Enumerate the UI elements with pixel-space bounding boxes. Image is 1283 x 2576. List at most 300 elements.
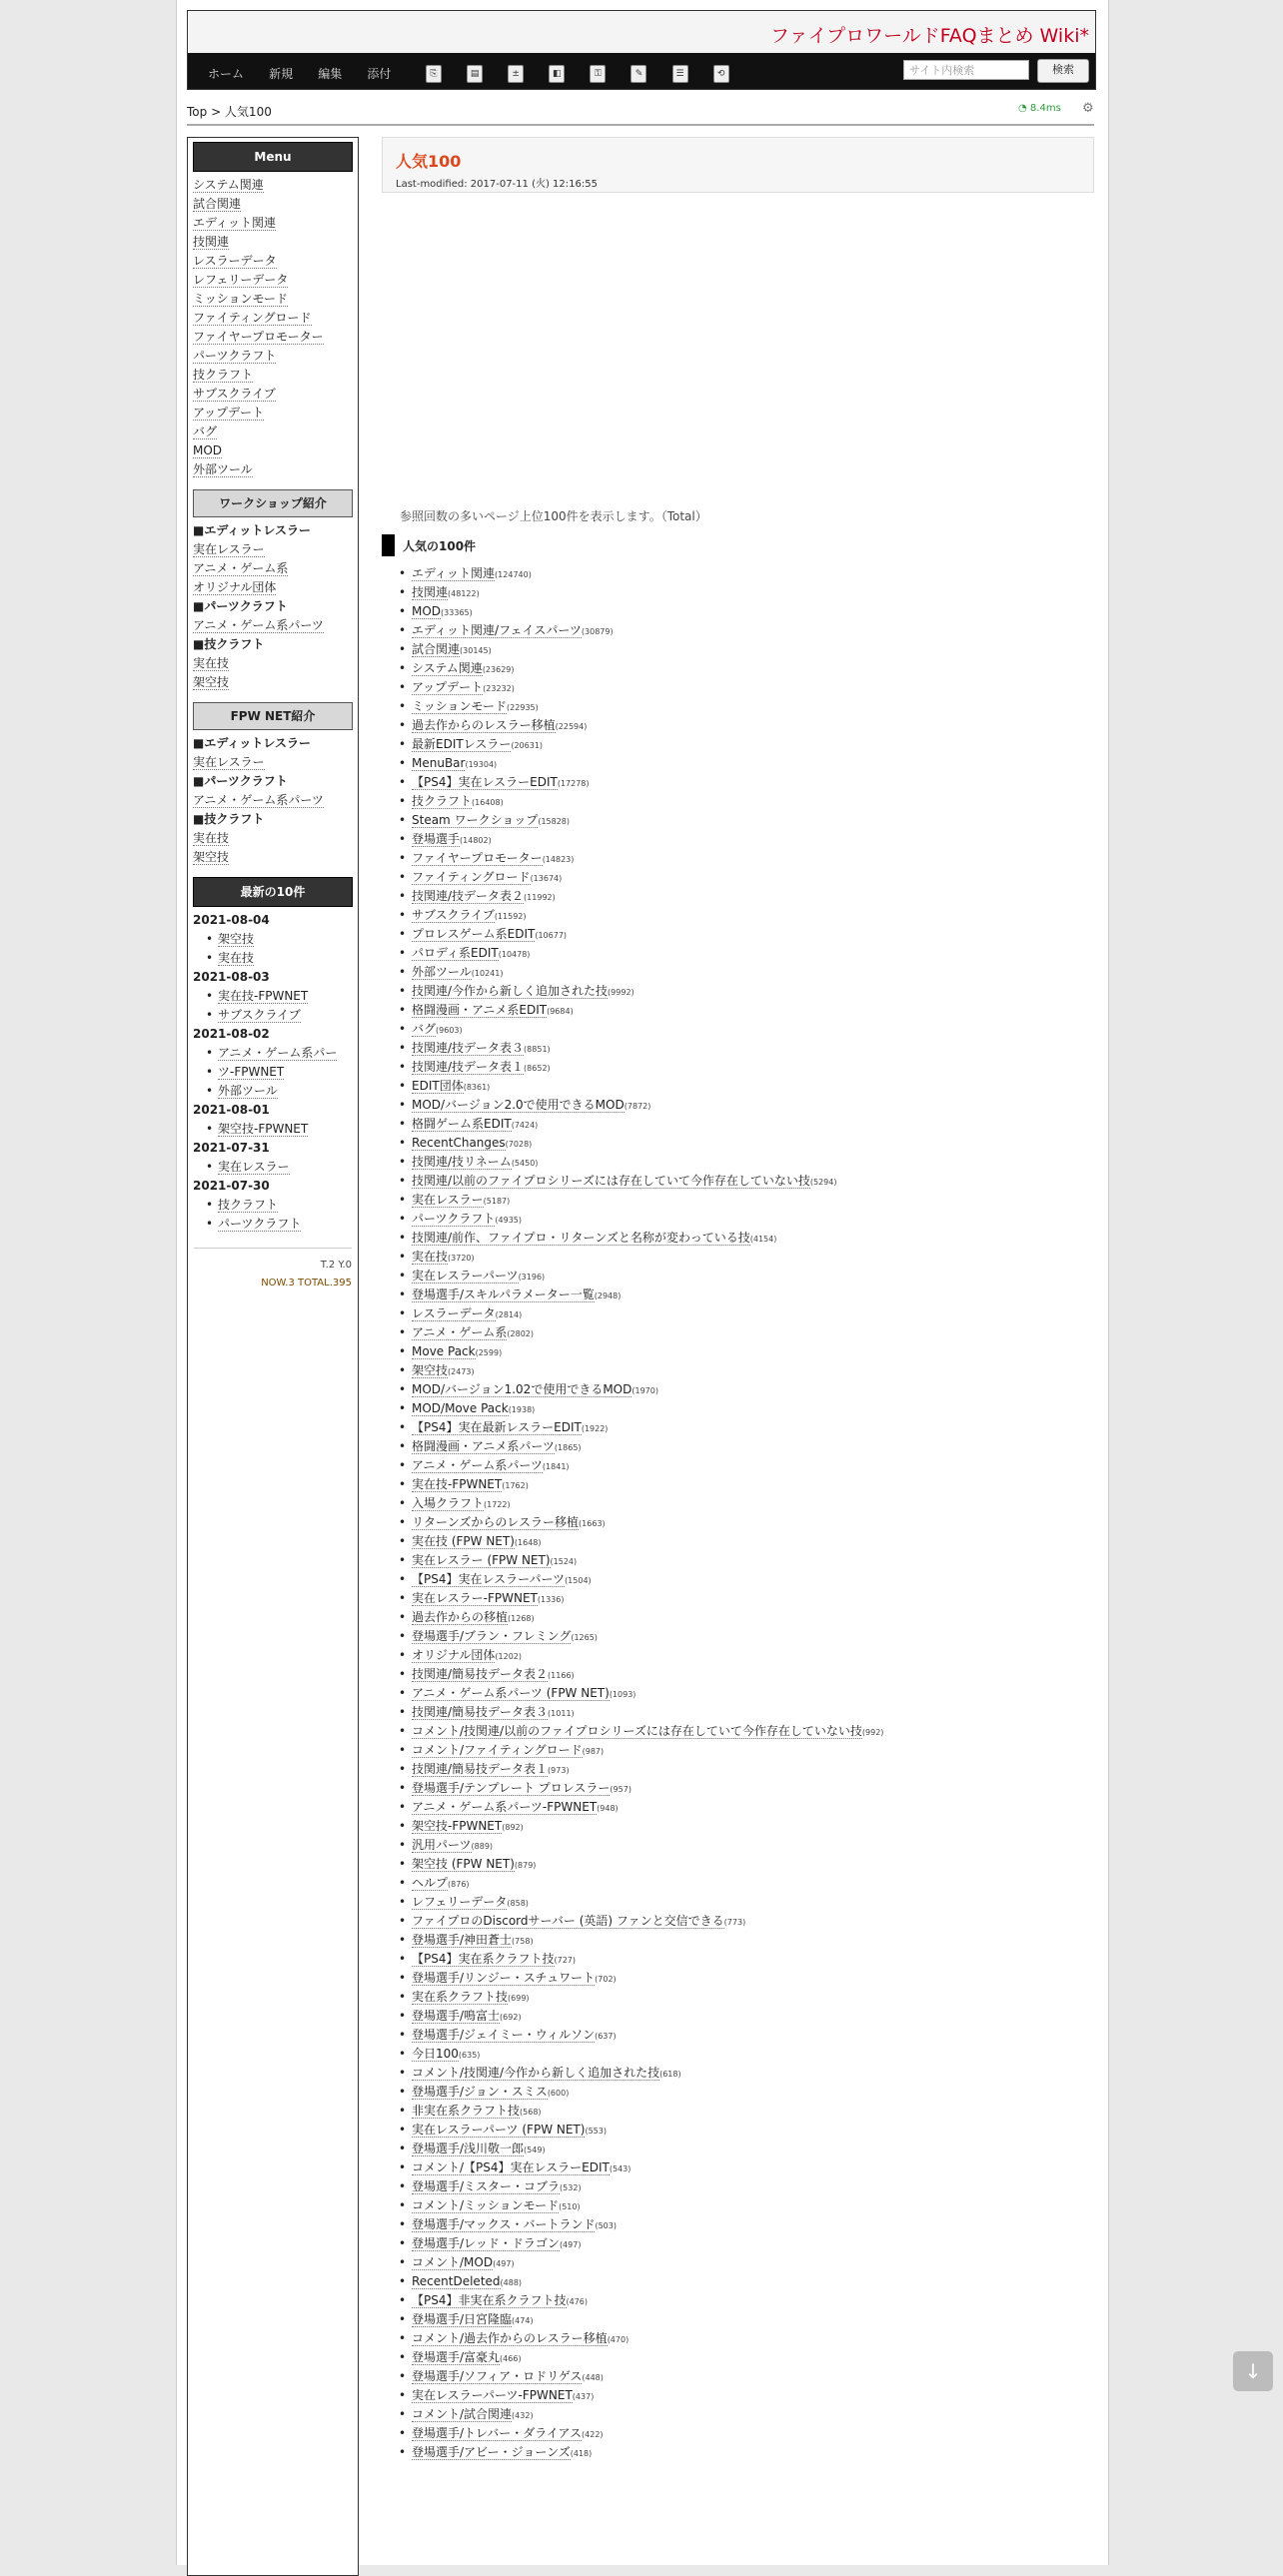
- ranking-page-link[interactable]: 技関連/簡易技データ表３: [412, 1705, 549, 1719]
- ranking-page-link[interactable]: 登場選手/ブラン・フレミング: [412, 1629, 572, 1643]
- ranking-page-link[interactable]: コメント/MOD: [412, 2255, 494, 2269]
- recent-item[interactable]: [188, 1006, 358, 1025]
- ranking-item[interactable]: [412, 1513, 883, 1532]
- ranking-item[interactable]: [412, 1684, 883, 1703]
- ranking-item[interactable]: [412, 1532, 883, 1551]
- ranking-item[interactable]: [412, 1665, 883, 1684]
- ranking-page-link[interactable]: 今日100: [412, 2047, 459, 2061]
- recent-item[interactable]: [188, 1063, 358, 1082]
- menu-item[interactable]: [188, 328, 358, 347]
- ranking-page-link[interactable]: エディット関連/フェイスパーツ: [412, 623, 582, 637]
- ranking-count: (2948): [594, 1291, 622, 1300]
- ranking-page-link[interactable]: 登場選手/レッド・ドラゴン: [412, 2236, 560, 2250]
- ranking-count: (1011): [548, 1709, 575, 1718]
- recent-item[interactable]: [188, 949, 358, 968]
- fpwnet-item[interactable]: [188, 848, 358, 867]
- ranking-page-link[interactable]: ファイヤープロモーター: [412, 851, 543, 865]
- ranking-item[interactable]: [412, 1551, 883, 1570]
- ranking-item[interactable]: [412, 1931, 883, 1950]
- ranking-page-link[interactable]: 【PS4】実在系クラフト技: [412, 1952, 555, 1966]
- recent-item-label: ツ-FPWNET: [218, 1065, 285, 1079]
- ranking-item[interactable]: [412, 1248, 883, 1267]
- search-input[interactable]: サイト内検索: [903, 60, 1029, 80]
- nav-edit[interactable]: 編集: [318, 67, 343, 81]
- ranking-page-link[interactable]: 登場選手/神田蒼士: [412, 1933, 513, 1947]
- ranking-item[interactable]: [412, 1494, 883, 1513]
- spacer: [188, 692, 358, 698]
- ranking-page-link[interactable]: MOD: [412, 604, 442, 618]
- ranking-page-link[interactable]: 登場選手/ミスター・コブラ: [412, 2179, 561, 2193]
- ranking-page-link[interactable]: 登場選手/浅川敬一郎: [412, 2142, 525, 2155]
- list-icon[interactable]: ☰: [672, 65, 688, 83]
- page-title[interactable]: 人気100: [396, 152, 462, 171]
- ranking-page-link[interactable]: MOD/Move Pack: [412, 1401, 509, 1415]
- ranking-item[interactable]: [412, 2121, 883, 2140]
- page-icon[interactable]: ▤: [467, 65, 483, 83]
- gear-icon[interactable]: ⚙: [1082, 101, 1094, 116]
- diff-icon[interactable]: ±: [508, 65, 524, 83]
- ranking-item[interactable]: [412, 1456, 883, 1475]
- ranking-item[interactable]: [412, 2158, 883, 2177]
- ranking-count: (23629): [482, 665, 515, 674]
- recent-item[interactable]: [188, 1215, 358, 1234]
- rename-icon[interactable]: ✎: [631, 65, 646, 83]
- ranking-page-link[interactable]: エディット関連: [412, 566, 496, 580]
- ranking-item[interactable]: [412, 1893, 883, 1912]
- ranking-page-link[interactable]: 非実在系クラフト技: [412, 2104, 521, 2118]
- menu-item-label: ファイヤープロモーター: [193, 330, 324, 344]
- recent-item[interactable]: [188, 1044, 358, 1063]
- ranking-item[interactable]: [412, 659, 883, 678]
- ranking-page-link[interactable]: 登場選手/ジョン・スミス: [412, 2085, 548, 2099]
- ranking-page-link[interactable]: 格闘漫画・アニメ系EDIT: [412, 1003, 548, 1017]
- ranking-page-link[interactable]: リターンズからのレスラー移植: [412, 1515, 580, 1529]
- ranking-page-link[interactable]: バグ: [412, 1022, 437, 1036]
- ranking-item[interactable]: [412, 1096, 883, 1115]
- ranking-count: (1938): [508, 1405, 536, 1414]
- ranking-item[interactable]: [412, 1153, 883, 1172]
- ranking-item[interactable]: [412, 1418, 883, 1437]
- ranking-page-link[interactable]: コメント/過去作からのレスラー移植: [412, 2331, 608, 2345]
- ranking-item[interactable]: [412, 2177, 883, 2196]
- ranking-page-link[interactable]: アップデート: [412, 680, 484, 694]
- ranking-page-link[interactable]: 登場選手/アビー・ジョーンズ: [412, 2445, 571, 2459]
- ranking-item[interactable]: [412, 2234, 883, 2253]
- ranking-page-link[interactable]: 入場クラフト: [412, 1496, 485, 1510]
- ranking-item[interactable]: [412, 1646, 883, 1665]
- ranking-page-link[interactable]: パーツクラフト: [412, 1212, 496, 1226]
- ranking-page-link[interactable]: 実在レスラーパーツ: [412, 1269, 519, 1283]
- ranking-page-link[interactable]: 登場選手/テンプレート プロレスラー: [412, 1781, 611, 1795]
- ranking-count: (10478): [498, 950, 531, 959]
- page-container: [176, 0, 1109, 2565]
- menu-item[interactable]: [188, 385, 358, 404]
- ranking-item[interactable]: [412, 2102, 883, 2121]
- ranking-item[interactable]: [412, 1950, 883, 1969]
- ranking-page-link[interactable]: 実在レスラー-FPWNET: [412, 1591, 538, 1605]
- ranking-item[interactable]: [412, 1342, 883, 1361]
- ranking-page-link[interactable]: 【PS4】実在最新レスラーEDIT: [412, 1420, 582, 1434]
- ranking-item[interactable]: [412, 2026, 883, 2045]
- ranking-page-link[interactable]: 技関連/技データ表２: [412, 889, 525, 903]
- ranking-page-link[interactable]: 実在レスラーパーツ-FPWNET: [412, 2388, 573, 2402]
- ranking-item[interactable]: [412, 1722, 883, 1741]
- ranking-item[interactable]: [412, 754, 883, 773]
- ranking-page-link[interactable]: Steam ワークショップ: [412, 813, 539, 827]
- menu-item[interactable]: [188, 309, 358, 328]
- ranking-item[interactable]: [412, 2272, 883, 2291]
- ranking-item[interactable]: [412, 1760, 883, 1779]
- ranking-page-link[interactable]: 技関連/簡易技データ表２: [412, 1667, 549, 1681]
- ranking-page-link[interactable]: RecentDeleted: [412, 2274, 501, 2288]
- ranking-item[interactable]: [412, 1627, 883, 1646]
- nav-home[interactable]: ホーム: [208, 67, 245, 81]
- ranking-item[interactable]: [412, 2045, 883, 2064]
- ranking-item[interactable]: [412, 2007, 883, 2026]
- ranking-item[interactable]: [412, 849, 883, 868]
- ranking-page-link[interactable]: 登場選手/マックス・バートランド: [412, 2217, 596, 2231]
- ranking-item[interactable]: [412, 2405, 883, 2424]
- ranking-page-link[interactable]: 実在レスラー (FPW NET): [412, 1553, 551, 1567]
- ranking-item[interactable]: [412, 2329, 883, 2348]
- ranking-page-link[interactable]: MenuBar: [412, 756, 466, 770]
- ranking-item[interactable]: [412, 963, 883, 982]
- ranking-item[interactable]: [412, 2424, 883, 2443]
- ranking-item[interactable]: [412, 830, 883, 849]
- ranking-page-link[interactable]: レスラーデータ: [412, 1306, 496, 1320]
- ranking-page-link[interactable]: 登場選手: [412, 832, 461, 846]
- ranking-page-link[interactable]: 技関連/以前のファイプロシリーズには存在していて今作存在していない技: [412, 1174, 810, 1188]
- ranking-item[interactable]: [412, 906, 883, 925]
- ranking-count: (568): [520, 2108, 542, 2117]
- ranking-page-link[interactable]: 登場選手/リンジー・スチュワート: [412, 1971, 596, 1985]
- ranking-count: (553): [585, 2127, 607, 2136]
- ranking-item[interactable]: [412, 1058, 883, 1077]
- ranking-item[interactable]: [412, 2310, 883, 2329]
- ranking-item[interactable]: [412, 1020, 883, 1039]
- ranking-item[interactable]: [412, 1229, 883, 1248]
- menu-item[interactable]: [188, 271, 358, 290]
- ranking-page-link[interactable]: ファイプロのDiscordサーバー (英語) ファンと交信できる: [412, 1914, 724, 1928]
- ranking-item[interactable]: [412, 1286, 883, 1304]
- ranking-item[interactable]: [412, 1039, 883, 1058]
- workshop-item[interactable]: [188, 559, 358, 578]
- speedometer-icon: ◔: [1018, 103, 1027, 114]
- ranking-item[interactable]: [412, 2253, 883, 2272]
- search-button[interactable]: 検索: [1037, 59, 1089, 83]
- fpwnet-item[interactable]: [188, 791, 358, 810]
- ranking-item[interactable]: [412, 1304, 883, 1323]
- ranking-item[interactable]: [412, 1608, 883, 1627]
- workshop-item[interactable]: [188, 654, 358, 673]
- ranking-item[interactable]: [412, 697, 883, 716]
- workshop-category: ■パーツクラフト: [193, 599, 288, 613]
- ranking-item[interactable]: [412, 1836, 883, 1855]
- nav-attach[interactable]: 添付: [367, 67, 392, 81]
- ranking-item[interactable]: [412, 773, 883, 792]
- ranking-page-link[interactable]: 技クラフト: [412, 794, 473, 808]
- ranking-item[interactable]: [412, 868, 883, 887]
- ranking-item[interactable]: [412, 1703, 883, 1722]
- ranking-item[interactable]: [412, 1001, 883, 1020]
- ranking-page-link[interactable]: プロレスゲーム系EDIT: [412, 927, 536, 941]
- ranking-item[interactable]: [412, 887, 883, 906]
- recent-date: 2021-07-30: [193, 1179, 270, 1193]
- menu-item-label: サブスクライブ: [193, 387, 276, 401]
- workshop-item-label: アニメ・ゲーム系パーツ: [193, 618, 324, 632]
- ranking-page-link[interactable]: 技関連/技データ表１: [412, 1060, 525, 1074]
- backup-icon[interactable]: ◧: [549, 65, 565, 83]
- ranking-page-link[interactable]: 登場選手/富豪丸: [412, 2350, 501, 2364]
- ranking-count: (11992): [524, 893, 556, 902]
- recent-icon[interactable]: ⟲: [713, 65, 729, 83]
- ranking-page-link[interactable]: レフェリーデータ: [412, 1895, 508, 1909]
- ranking-item[interactable]: [412, 925, 883, 944]
- ranking-page-link[interactable]: 格闘漫画・アニメ系パーツ: [412, 1439, 555, 1453]
- ranking-item[interactable]: [412, 564, 883, 583]
- ranking-page-link[interactable]: 過去作からの移植: [412, 1610, 509, 1624]
- workshop-item[interactable]: [188, 578, 358, 597]
- ranking-item[interactable]: [412, 1589, 883, 1608]
- ranking-page-link[interactable]: アニメ・ゲーム系: [412, 1325, 508, 1339]
- ranking-page-link[interactable]: RecentChanges: [412, 1136, 506, 1150]
- ranking-count: (1922): [581, 1424, 609, 1433]
- ranking-page-link[interactable]: 登場選手/トレバー・ダライアス: [412, 2426, 583, 2440]
- ranking-count: (1722): [484, 1500, 511, 1509]
- menu-item[interactable]: [188, 290, 358, 309]
- recent-date: 2021-08-03: [193, 970, 270, 984]
- ranking-item[interactable]: [412, 2348, 883, 2367]
- recent-item[interactable]: [188, 1196, 358, 1215]
- ranking-item[interactable]: [412, 583, 883, 602]
- ranking-page-link[interactable]: アニメ・ゲーム系パーツ-FPWNET: [412, 1800, 598, 1814]
- ranking-item[interactable]: [412, 2215, 883, 2234]
- menu-item[interactable]: [188, 366, 358, 385]
- ranking-item[interactable]: [412, 811, 883, 830]
- ranking-page-link[interactable]: MOD/バージョン2.0で使用できるMOD: [412, 1098, 625, 1112]
- ranking-count: (9603): [436, 1026, 463, 1035]
- ranking-item[interactable]: [412, 1817, 883, 1836]
- ranking-page-link[interactable]: アニメ・ゲーム系パーツ: [412, 1458, 543, 1472]
- ranking-item[interactable]: [412, 735, 883, 754]
- ranking-item[interactable]: [412, 1115, 883, 1134]
- ranking-item[interactable]: [412, 2083, 883, 2102]
- ranking-page-link[interactable]: サブスクライブ: [412, 908, 495, 922]
- ranking-item[interactable]: [412, 2367, 883, 2386]
- ranking-page-link[interactable]: コメント/技関連/今作から新しく追加された技: [412, 2066, 660, 2080]
- ranking-page-link[interactable]: 汎用パーツ: [412, 1838, 472, 1852]
- recent-item-label: 架空技-FPWNET: [218, 1122, 309, 1136]
- ranking-item[interactable]: [412, 1210, 883, 1229]
- ranking-page-link[interactable]: 登場選手/日宮隆臨: [412, 2312, 513, 2326]
- ranking-item[interactable]: [412, 1172, 883, 1191]
- menu-item-label: ミッションモード: [193, 292, 289, 306]
- ranking-item[interactable]: [412, 1912, 883, 1931]
- ranking-item[interactable]: [412, 602, 883, 621]
- ranking-item[interactable]: [412, 1134, 883, 1153]
- menu-item[interactable]: [188, 252, 358, 271]
- ranking-item[interactable]: [412, 2291, 883, 2310]
- ranking-page-link[interactable]: コメント/技関連/以前のファイプロシリーズには存在していて今作存在していない技: [412, 1724, 862, 1738]
- workshop-item[interactable]: [188, 540, 358, 559]
- ranking-page-link[interactable]: コメント/【PS4】実在レスラーEDIT: [412, 2160, 610, 2174]
- ranking-page-link[interactable]: 技関連/技データ表３: [412, 1041, 525, 1055]
- ranking-item[interactable]: [412, 621, 883, 640]
- ranking-item[interactable]: [412, 1874, 883, 1893]
- ranking-item[interactable]: [412, 1475, 883, 1494]
- menu-item[interactable]: [188, 195, 358, 214]
- ranking-item[interactable]: [412, 982, 883, 1001]
- site-header: [187, 10, 1096, 90]
- breadcrumb[interactable]: Top > 人気100: [187, 105, 272, 119]
- ranking-page-link[interactable]: コメント/試合関連: [412, 2407, 513, 2421]
- ranking-page-link[interactable]: 登場選手/鳴富士: [412, 2009, 501, 2023]
- ranking-page-link[interactable]: 実在レスラー: [412, 1193, 484, 1207]
- ranking-page-link[interactable]: EDIT団体: [412, 1079, 464, 1093]
- workshop-item[interactable]: [188, 673, 358, 692]
- recent-item[interactable]: [188, 930, 358, 949]
- ranking-page-link[interactable]: 架空技: [412, 1363, 449, 1377]
- lock-icon[interactable]: ⚿: [590, 65, 606, 83]
- ranking-count: (2599): [475, 1348, 503, 1357]
- menu-item[interactable]: [188, 347, 358, 366]
- ranking-item[interactable]: [412, 2196, 883, 2215]
- ranking-item[interactable]: [412, 2386, 883, 2405]
- ranking-page-link[interactable]: 技関連/前作、ファイプロ・リターンズと名称が変わっている技: [412, 1231, 750, 1245]
- fpwnet-item[interactable]: [188, 829, 358, 848]
- ranking-item[interactable]: [412, 716, 883, 735]
- ranking-page-link[interactable]: 試合関連: [412, 642, 461, 656]
- ranking-page-link[interactable]: ヘルプ: [412, 1876, 449, 1890]
- ranking-page-link[interactable]: 実在系クラフト技: [412, 1990, 509, 2004]
- recent-item[interactable]: [188, 1082, 358, 1101]
- ranking-count: (600): [547, 2089, 570, 2098]
- ranking-item[interactable]: [412, 1988, 883, 2007]
- ranking-page-link[interactable]: 架空技-FPWNET: [412, 1819, 503, 1833]
- fpwnet-item-label: 実在レスラー: [193, 755, 265, 769]
- ranking-item[interactable]: [412, 2064, 883, 2083]
- ranking-page-link[interactable]: 格闘ゲーム系EDIT: [412, 1117, 512, 1131]
- ranking-page-link[interactable]: 技関連/簡易技データ表１: [412, 1762, 549, 1776]
- workshop-item[interactable]: [188, 616, 358, 635]
- menu-item[interactable]: [188, 460, 358, 479]
- ranking-page-link[interactable]: 実在技-FPWNET: [412, 1477, 503, 1491]
- ranking-page-link[interactable]: コメント/ファイティングロード: [412, 1743, 583, 1757]
- ranking-item[interactable]: [412, 1779, 883, 1798]
- recent-item-label: 実在レスラー: [218, 1160, 290, 1174]
- ranking-page-link[interactable]: 過去作からのレスラー移植: [412, 718, 556, 732]
- ranking-item[interactable]: [412, 1380, 883, 1399]
- menu-item-label: パーツクラフト: [193, 349, 277, 363]
- recent-item[interactable]: [188, 1158, 358, 1177]
- ranking-item[interactable]: [412, 1969, 883, 1988]
- ranking-page-link[interactable]: オリジナル団体: [412, 1648, 496, 1662]
- ranking-item[interactable]: [412, 2443, 883, 2462]
- menu-item[interactable]: [188, 404, 358, 423]
- ranking-count: (503): [595, 2221, 617, 2230]
- recent-heading: 最新の10件: [193, 877, 353, 907]
- ranking-item[interactable]: [412, 1323, 883, 1342]
- ranking-item[interactable]: [412, 1399, 883, 1418]
- menu-item-label: システム関連: [193, 178, 264, 192]
- ranking-item[interactable]: [412, 1191, 883, 1210]
- ranking-count: (637): [595, 2032, 617, 2041]
- fpwnet-item-label: 実在技: [193, 831, 230, 845]
- navbar: [188, 53, 1095, 89]
- ranking-page-link[interactable]: 技関連: [412, 585, 449, 599]
- ranking-count: (448): [582, 2373, 604, 2382]
- ranking-page-link[interactable]: 実在技: [412, 1250, 449, 1264]
- ranking-item[interactable]: [412, 1077, 883, 1096]
- menu-item-label: 技クラフト: [193, 368, 254, 382]
- divider: [187, 124, 1094, 126]
- site-title[interactable]: ファイプロワールドFAQまとめ Wiki*: [770, 25, 1089, 47]
- ranking-page-link[interactable]: システム関連: [412, 661, 483, 675]
- menu-item[interactable]: [188, 233, 358, 252]
- ranking-item[interactable]: [412, 2140, 883, 2158]
- ranking-page-link[interactable]: 実在レスラーパーツ (FPW NET): [412, 2123, 586, 2137]
- ranking-page-link[interactable]: ファイティングロード: [412, 870, 531, 884]
- ranking-page-link[interactable]: 技関連/技リネーム: [412, 1155, 512, 1169]
- ranking-item[interactable]: [412, 1267, 883, 1286]
- menu-item-label: 外部ツール: [193, 462, 253, 476]
- scroll-down-button[interactable]: [1233, 2351, 1273, 2391]
- copy-icon[interactable]: ⎘: [426, 65, 442, 83]
- ranking-page-link[interactable]: 登場選手/ジェイミー・ウィルソン: [412, 2028, 596, 2042]
- ranking-page-link[interactable]: 登場選手/スキルパラメーター一覧: [412, 1288, 595, 1301]
- ranking-item[interactable]: [412, 1361, 883, 1380]
- ranking-page-link[interactable]: Move Pack: [412, 1344, 476, 1358]
- ranking-count: (1504): [565, 1576, 592, 1585]
- ranking-page-link[interactable]: 外部ツール: [412, 965, 472, 979]
- ranking-item[interactable]: [412, 1437, 883, 1456]
- ranking-count: (1970): [632, 1386, 658, 1395]
- ranking-page-link[interactable]: MOD/バージョン1.02で使用できるMOD: [412, 1382, 633, 1396]
- menu-item[interactable]: [188, 423, 358, 441]
- ranking-page-link[interactable]: アニメ・ゲーム系パーツ (FPW NET): [412, 1686, 610, 1700]
- ranking-count: (9684): [547, 1007, 574, 1016]
- ranking-item[interactable]: [412, 1741, 883, 1760]
- ranking-page-link[interactable]: 【PS4】実在レスラーEDIT: [412, 775, 558, 789]
- fpwnet-item[interactable]: [188, 753, 358, 772]
- ranking-count: (23232): [483, 684, 515, 693]
- ranking-page-link[interactable]: 実在技 (FPW NET): [412, 1534, 515, 1548]
- ranking-item[interactable]: [412, 640, 883, 659]
- ranking-item[interactable]: [412, 1855, 883, 1874]
- ranking-page-link[interactable]: 【PS4】実在レスラーパーツ: [412, 1572, 566, 1586]
- ranking-page-link[interactable]: 架空技 (FPW NET): [412, 1857, 515, 1871]
- ranking-page-link[interactable]: コメント/ミッションモード: [412, 2198, 560, 2212]
- ranking-item[interactable]: [412, 678, 883, 697]
- ranking-count: (470): [607, 2335, 630, 2344]
- ranking-page-link[interactable]: パロディ系EDIT: [412, 946, 499, 960]
- menu-item[interactable]: [188, 214, 358, 233]
- ranking-item[interactable]: [412, 792, 883, 811]
- recent-item[interactable]: [188, 1120, 358, 1139]
- menu-item[interactable]: [188, 441, 358, 460]
- ranking-page-link[interactable]: 【PS4】非実在系クラフト技: [412, 2293, 567, 2307]
- ranking-item[interactable]: [412, 1570, 883, 1589]
- menu-item[interactable]: [188, 176, 358, 195]
- nav-new[interactable]: 新規: [269, 67, 294, 81]
- ranking-page-link[interactable]: 登場選手/ソフィア・ロドリゲス: [412, 2369, 583, 2383]
- ranking-page-link[interactable]: 最新EDITレスラー: [412, 737, 512, 751]
- recent-item[interactable]: [188, 987, 358, 1006]
- ranking-page-link[interactable]: ミッションモード: [412, 699, 508, 713]
- ranking-item[interactable]: [412, 944, 883, 963]
- ranking-page-link[interactable]: 技関連/今作から新しく追加された技: [412, 984, 609, 998]
- ranking-item[interactable]: [412, 1798, 883, 1817]
